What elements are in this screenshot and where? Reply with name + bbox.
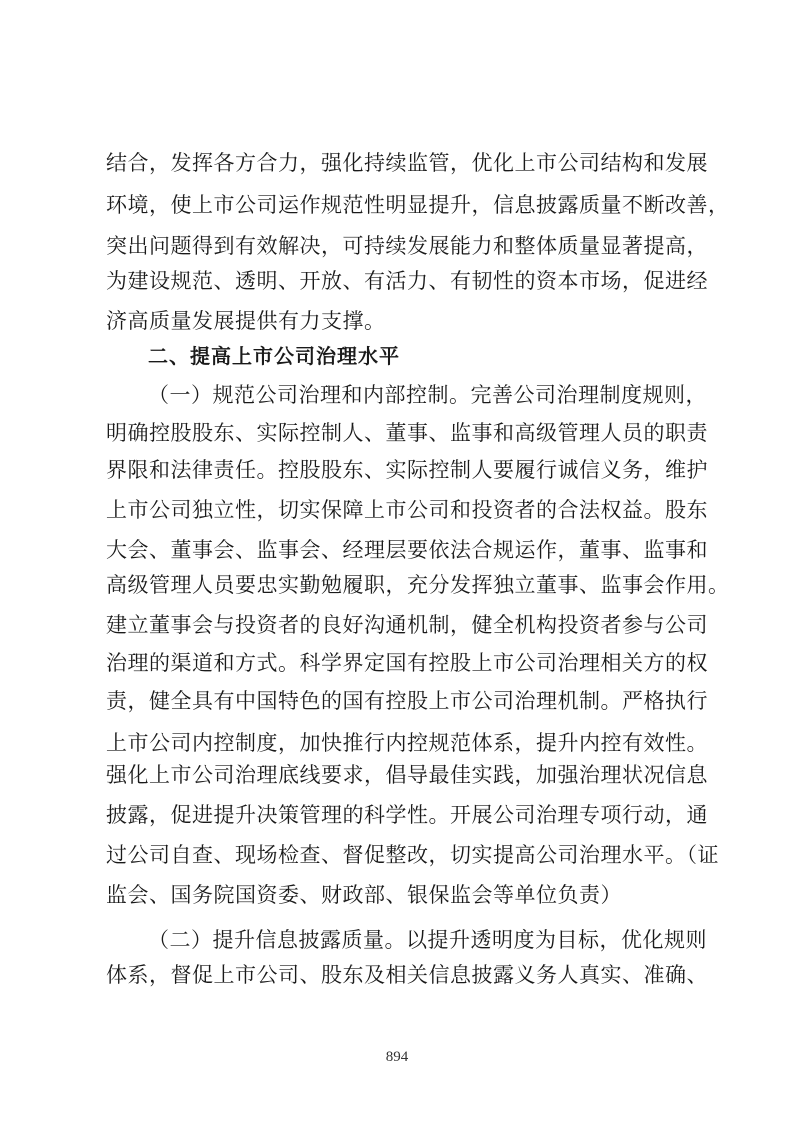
body-text-line: 济高质量发展提供有力支撑。	[106, 309, 386, 333]
body-text-line: 为建设规范、透明、开放、有活力、有韧性的资本市场，促进经	[106, 269, 708, 293]
body-text-line: 体系，督促上市公司、股东及相关信息披露义务人真实、准确、	[106, 963, 708, 987]
body-text-line: 环境，使上市公司运作规范性明显提升，信息披露质量不断改善，	[106, 193, 730, 217]
body-text-line: 界限和法律责任。控股股东、实际控制人要履行诚信义务，维护	[106, 458, 708, 482]
body-text-line: （一）规范公司治理和内部控制。完善公司治理制度规则，	[148, 383, 707, 407]
body-text-line: 明确控股股东、实际控制人、董事、监事和高级管理人员的职责	[106, 421, 708, 445]
body-text-line: 上市公司内控制度，加快推行内控规范体系，提升内控有效性。	[106, 731, 708, 755]
body-text-line: 突出问题得到有效解决，可持续发展能力和整体质量显著提高，	[106, 234, 708, 258]
body-text-line: 强化上市公司治理底线要求，倡导最佳实践，加强治理状况信息	[106, 763, 708, 787]
body-text-line: 披露，促进提升决策管理的科学性。开展公司治理专项行动，通	[106, 803, 708, 827]
body-text-line: （二）提升信息披露质量。以提升透明度为目标，优化规则	[148, 928, 707, 952]
body-text-line: 过公司自查、现场检查、督促整改，切实提高公司治理水平。（证	[106, 843, 719, 867]
body-text-line: 监会、国务院国资委、财政部、银保监会等单位负责）	[106, 883, 622, 907]
body-text-line: 治理的渠道和方式。科学界定国有控股上市公司治理相关方的权	[106, 651, 708, 675]
body-text-line: 结合，发挥各方合力，强化持续监管，优化上市公司结构和发展	[106, 151, 708, 175]
body-text-line: 责，健全具有中国特色的国有控股上市公司治理机制。严格执行	[106, 689, 708, 713]
body-text-line: 高级管理人员要忠实勤勉履职，充分发挥独立董事、监事会作用。	[106, 573, 730, 597]
body-text-line: 建立董事会与投资者的良好沟通机制，健全机构投资者参与公司	[106, 613, 708, 637]
page-number: 894	[385, 1049, 409, 1065]
body-text-line: 上市公司独立性，切实保障上市公司和投资者的合法权益。股东	[106, 498, 708, 522]
section-heading: 二、提高上市公司治理水平	[148, 344, 400, 368]
body-text-line: 大会、董事会、监事会、经理层要依法合规运作，董事、监事和	[106, 538, 708, 562]
